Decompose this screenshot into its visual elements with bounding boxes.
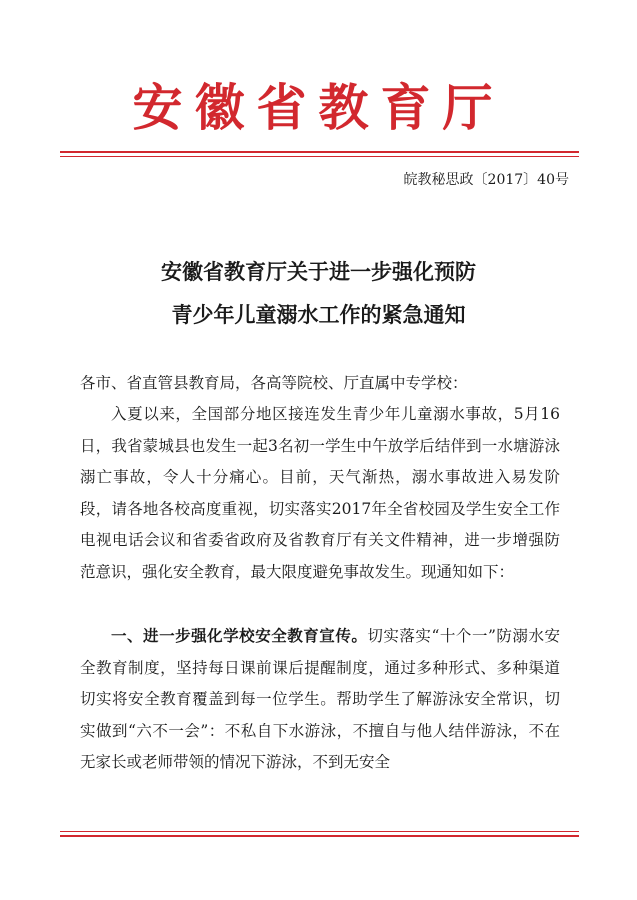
footer-divider-thin bbox=[60, 831, 579, 832]
section-1-block bbox=[80, 620, 560, 779]
salutation: 各市、省直管县教育局，各高等院校、厅直属中专学校： bbox=[80, 374, 468, 392]
intro-paragraph: 入夏以来，全国部分地区接连发生青少年儿童溺水事故，5月16日，我省蒙城县也发生一起3名初一学生中午放学后结伴到一水塘游泳溺亡事故，令人十分痛心。目前，天气渐热，溺水事故进入易发阶段，请各地各校高度重视，切实落实2017年全省校园及学生安全工作电视电话会议和省委省政府及省教育厅有关文件精神，进一步增强防范意识，强化安全教育，最大限度避免事故发生。现通知如下： bbox=[80, 405, 560, 581]
footer-divider-thick bbox=[60, 835, 579, 837]
section-1-heading: 一、进一步强化学校安全教育宣传。 bbox=[111, 626, 368, 645]
issuing-authority-header: 安徽省教育厅 bbox=[132, 78, 505, 137]
section-1-text: 切实落实“十个一”防溺水安全教育制度，坚持每日课前课后提醒制度，通过多种形式、多种渠道切实将安全教育覆盖到每一位学生。帮助学生了解游泳安全常识，切实做到“六不一会”：不私自下水游泳，不擅自与他人结伴游泳，不在无家长或老师带领的情况下游泳，不到无安全 bbox=[80, 627, 560, 771]
header-divider-thick bbox=[60, 151, 579, 153]
document-title-line-2: 青少年儿童溺水工作的紧急通知 bbox=[171, 302, 466, 327]
section-1-paragraph bbox=[80, 620, 560, 779]
header-divider-thin bbox=[60, 156, 579, 157]
document-number: 皖教秘思政〔2017〕40号 bbox=[403, 172, 569, 188]
document-title-line-1: 安徽省教育厅关于进一步强化预防 bbox=[161, 259, 476, 284]
intro-paragraph-block bbox=[80, 399, 560, 588]
